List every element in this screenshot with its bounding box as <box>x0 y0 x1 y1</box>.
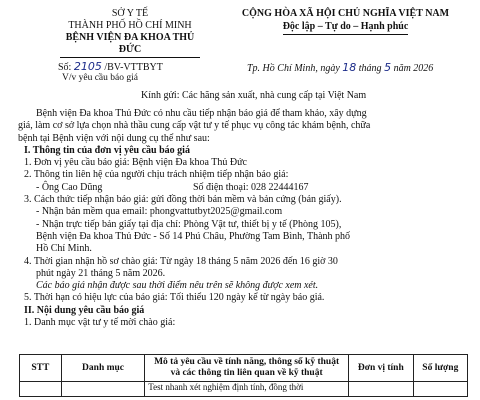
intro-line: bệnh tại Bệnh viện với nội dung cụ thể như sau: <box>18 132 210 144</box>
country-motto: CỘNG HÒA XÃ HỘI CHỦ NGHĨA VIỆT NAM <box>241 8 450 19</box>
ministry-name: SỞ Y TẾ <box>111 8 149 19</box>
greeting: Kính gửi: Các hãng sản xuất, nhà cung cấp tại Việt Nam <box>141 90 367 101</box>
table-header: Số lượng <box>413 355 467 382</box>
email-line: - Nhận bản mềm qua email: phongvattutbyt2025@gmail.com <box>36 206 283 218</box>
agency-header <box>60 8 200 58</box>
intro-line: giá, làm cơ sở lựa chọn nhà thầu cung cấp vật tư y tế phục vụ công tác khám bệnh, chữa <box>18 120 371 132</box>
item-line: 5. Thời hạn có hiệu lực của báo giá: Tối thiểu 120 ngày kể từ ngày báo giá. <box>24 292 325 304</box>
document-subject: V/v yêu cầu báo giá <box>62 73 138 83</box>
table-header: STT <box>20 355 62 382</box>
table-header: Mô tả yêu cầu về tính năng, thông số kỹ thuật và các thông tin liên quan về kỹ thuật <box>145 355 349 382</box>
item-line: 4. Thời gian nhận hồ sơ chào giá: Từ ngày 18 tháng 5 năm 2026 đến 16 giờ 30 <box>24 255 338 267</box>
country-slogan: Độc lập – Tự do – Hạnh phúc <box>283 21 409 36</box>
section-heading: II. Nội dung yêu cầu báo giá <box>24 304 145 316</box>
section-heading: I. Thông tin của đơn vị yêu cầu báo giá <box>24 144 190 156</box>
item-line: phút ngày 21 tháng 5 năm 2026. <box>36 267 166 279</box>
handwritten-day: 18 <box>342 61 357 74</box>
contact-name: - Ông Cao Dũng <box>36 181 103 193</box>
list-title: 1. Danh mục vật tư y tế mời chào giá: <box>24 317 176 329</box>
city-name: THÀNH PHỐ HỒ CHÍ MINH <box>68 20 192 31</box>
contact-phone: Số điện thoại: 028 22444167 <box>193 181 309 193</box>
address-line: Hồ Chí Minh. <box>36 243 92 255</box>
item-line: 2. Thông tin liên hệ của người chịu trách nhiệm tiếp nhận báo giá: <box>24 169 289 181</box>
handwritten-month: 5 <box>384 61 392 74</box>
table-header: Danh mục <box>61 355 145 382</box>
email-link[interactable]: phongvattutbyt2025@gmail.com <box>149 206 283 218</box>
address-line: Bệnh viện Đa khoa Thủ Đức - Số 14 Phú Châu, Phường Tam Bình, Thành phố <box>36 230 351 242</box>
table-cell: Test nhanh xét nghiệm định tính, đồng thời <box>145 382 349 397</box>
hospital-name: BỆNH VIỆN ĐA KHOA THỦ ĐỨC <box>60 32 200 58</box>
document-date: Tp. Hồ Chí Minh, ngày 18 tháng 5 năm 2026 <box>247 61 434 74</box>
note-line: Các báo giá nhận được sau thời điểm nêu trên sẽ không được xem xét. <box>36 280 319 292</box>
table-header: Đơn vị tính <box>348 355 413 382</box>
handwritten-number: 2105 <box>73 60 102 73</box>
contact-line <box>18 182 470 194</box>
table-row <box>20 382 468 397</box>
item-line: 3. Cách thức tiếp nhận báo giá: gửi đồng thời bản mềm và bản cứng (bản giấy). <box>24 194 342 206</box>
item-line: 1. Đơn vị yêu cầu báo giá: Bệnh viện Đa khoa Thủ Đức <box>24 157 247 169</box>
document-number: Số: 2105 /BV-VTTBYT <box>58 60 163 73</box>
intro-line: Bệnh viện Đa khoa Thủ Đức có nhu cầu tiếp nhận báo giá để tham khảo, xây dựng <box>36 108 367 119</box>
address-line: - Nhận trực tiếp bản giấy tại địa chỉ: Phòng Vật tư, thiết bị y tế (Phòng 105), <box>36 218 342 230</box>
document-body <box>18 108 470 329</box>
national-header <box>218 8 473 35</box>
quote-table <box>19 354 468 397</box>
